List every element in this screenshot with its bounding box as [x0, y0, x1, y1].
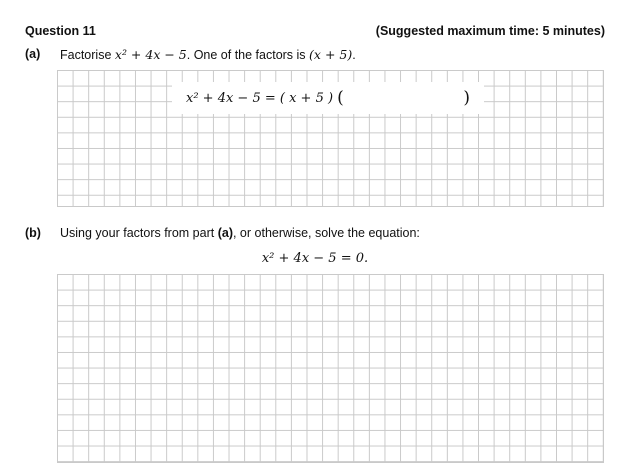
part-a-text: Factorise — [60, 48, 112, 62]
part-b-reference: (a) — [217, 226, 233, 240]
factor-open-paren: ( — [337, 88, 344, 108]
factor-answer-box — [172, 82, 484, 114]
factor-equation: x² + 4x − 5 = ( x + 5 ) — [186, 90, 334, 106]
part-a-text2: . One of the factors is — [186, 48, 306, 62]
part-a-label: (a) — [25, 47, 41, 61]
part-b-prompt — [60, 226, 420, 240]
suggested-time: (Suggested maximum time: 5 minutes) — [375, 24, 605, 38]
part-b-label: (b) — [25, 226, 41, 240]
part-b-equation: x² + 4x − 5 = 0. — [261, 251, 369, 266]
answer-grid-b[interactable] — [57, 274, 604, 463]
part-a-given-factor: (x + 5) — [309, 47, 353, 62]
question-title: Question 11 — [25, 24, 96, 38]
part-a-prompt — [60, 47, 356, 62]
part-a-end: . — [352, 48, 356, 62]
part-b-text1: Using your factors from part — [60, 226, 215, 240]
part-b-text2: , or otherwise, solve the equation: — [232, 226, 420, 240]
factor-close-paren[interactable]: ) — [463, 88, 470, 108]
part-a-expression: x² + 4x − 5 — [114, 47, 187, 62]
